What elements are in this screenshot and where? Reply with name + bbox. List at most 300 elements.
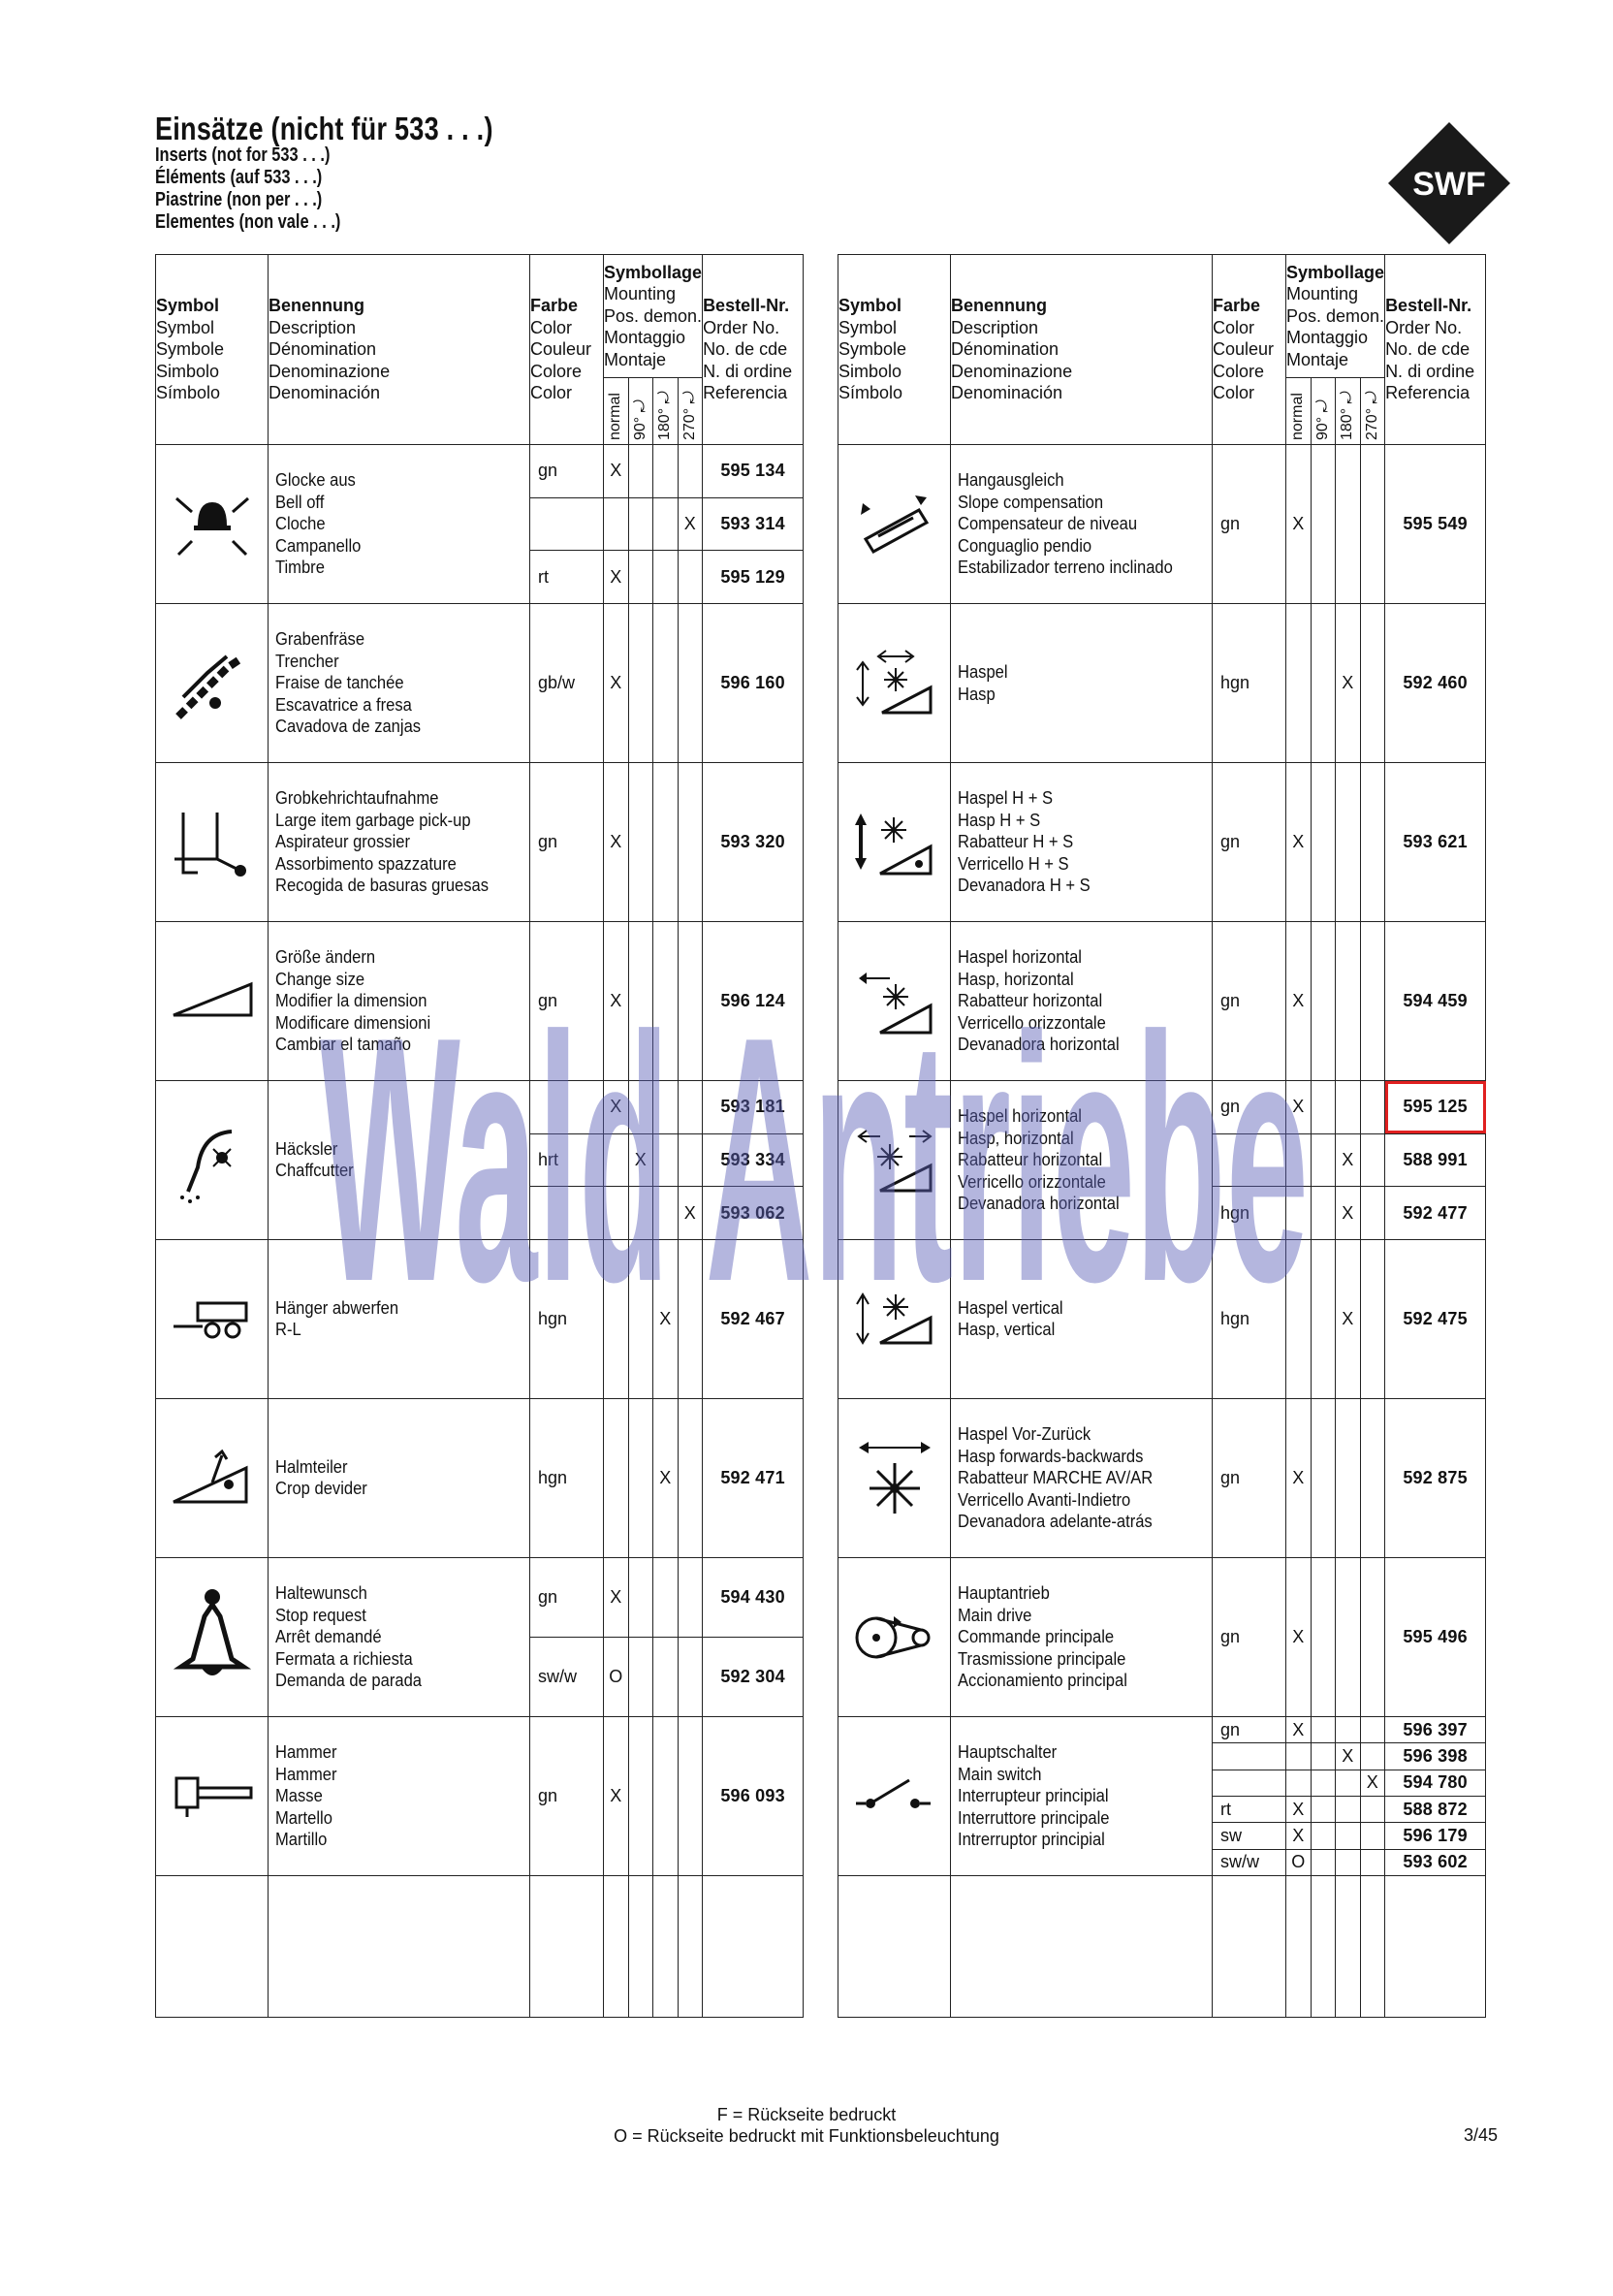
mount-mark: [1311, 1743, 1336, 1770]
header-order: [1385, 255, 1486, 445]
part-row: [156, 921, 804, 1080]
chaffcutter-symbol: [156, 1080, 269, 1239]
part-name-line: Martillo: [275, 1830, 328, 1850]
mount-mark: [653, 497, 679, 551]
part-name: [951, 1081, 1213, 1240]
mount-mark: [628, 445, 653, 498]
order-number[interactable]: 593 181: [703, 1080, 804, 1133]
order-number[interactable]: 596 093: [703, 1716, 804, 1875]
mount-mark: [678, 445, 703, 498]
part-name-line: Hänger abwerfen: [275, 1297, 399, 1318]
mount-mark: [678, 1239, 703, 1398]
part-name-line: Modificare dimensioni: [275, 1012, 431, 1033]
title-es: Elementes (non vale . . .): [155, 211, 341, 233]
empty-cell: [604, 1875, 629, 2017]
part-name-line: Verricello H + S: [958, 853, 1069, 874]
empty-cell: [1385, 1875, 1486, 2017]
order-number[interactable]: 595 125: [1385, 1081, 1486, 1134]
header-mounting-line: Montaje: [604, 349, 667, 369]
header-name-line: Description: [951, 317, 1039, 337]
header-mounting: [604, 255, 703, 378]
mount-mark: [1336, 1823, 1361, 1849]
mount-mark: [604, 1187, 629, 1240]
title-fr: Éléments (auf 533 . . .): [155, 167, 323, 188]
header-color-line: Color: [530, 317, 573, 337]
part-name-line: Aspirateur grossier: [275, 832, 410, 852]
order-number[interactable]: 593 314: [703, 497, 804, 551]
order-number[interactable]: 596 398: [1385, 1743, 1486, 1770]
part-name: [951, 1239, 1213, 1398]
part-name-line: Fraise de tanchée: [275, 673, 404, 693]
order-number[interactable]: 592 467: [703, 1239, 804, 1398]
part-name: [269, 1239, 530, 1398]
mount-mark: [1360, 1743, 1385, 1770]
trencher-symbol: [156, 603, 269, 762]
crop-divider-symbol: [156, 1398, 269, 1557]
mount-mark: [1311, 1823, 1336, 1849]
mount-mark: [1311, 1796, 1336, 1822]
mount-mark: [628, 1716, 653, 1875]
mount-mark: [1311, 1849, 1336, 1875]
mount-mark: [653, 445, 679, 498]
header-symbol-line: Symbole: [838, 339, 907, 360]
part-name: [269, 1080, 530, 1239]
part-name-line: Devanadora H + S: [958, 876, 1091, 896]
part-name-line: Commande principale: [958, 1627, 1115, 1647]
page-number: 3/45: [1464, 2125, 1499, 2145]
mount-mark: [1336, 1796, 1361, 1822]
mount-mark: [1311, 604, 1336, 763]
part-name-line: Chaffcutter: [275, 1161, 354, 1181]
part-name: [951, 922, 1213, 1081]
mount-mark: X: [604, 1557, 629, 1637]
mount-mark: X: [1286, 1081, 1312, 1134]
header-position-0: [1286, 378, 1312, 445]
mount-mark: [678, 762, 703, 921]
part-name: [269, 1557, 530, 1716]
svg-text:Wald Antriebe: Wald Antriebe: [320, 965, 1309, 1355]
empty-cell: [1286, 1875, 1312, 2017]
part-name: [951, 445, 1213, 604]
reel-symbol: [838, 604, 951, 763]
mount-mark: X: [1336, 1133, 1361, 1187]
header-order: [703, 255, 804, 445]
order-number[interactable]: 596 179: [1385, 1823, 1486, 1849]
header-mounting: [1286, 255, 1385, 378]
part-name-line: Demanda de parada: [275, 1671, 422, 1691]
part-row: [156, 445, 804, 498]
part-name: [269, 921, 530, 1080]
mount-mark: [678, 921, 703, 1080]
empty-cell: [1336, 1875, 1361, 2017]
title-it: Piastrine (non per . . .): [155, 189, 323, 210]
order-number[interactable]: 592 875: [1385, 1398, 1486, 1557]
part-name-line: Hangausgleich: [958, 470, 1064, 491]
color-code: hgn: [1213, 1187, 1286, 1240]
position-label: normal: [607, 393, 624, 440]
mount-mark: [653, 762, 679, 921]
color-code: gn: [1213, 1398, 1286, 1557]
header-order-line: Referencia: [1385, 383, 1471, 403]
mount-mark: [1286, 1239, 1312, 1398]
order-number[interactable]: 596 124: [703, 921, 804, 1080]
mount-mark: [604, 1133, 629, 1187]
mount-mark: [1360, 1187, 1385, 1240]
header-mounting-line: Montaje: [1286, 349, 1349, 369]
part-row: [838, 922, 1486, 1081]
mount-mark: X: [604, 551, 629, 604]
position-label: 180° ⤾: [1339, 391, 1356, 440]
order-number[interactable]: 592 460: [1385, 604, 1486, 763]
mount-mark: [653, 1637, 679, 1716]
order-number[interactable]: 592 304: [703, 1637, 804, 1716]
header-name-line: Denominación: [951, 383, 1063, 403]
part-name: [951, 1716, 1213, 1875]
mount-mark: X: [1336, 1239, 1361, 1398]
color-code: gn: [530, 1716, 604, 1875]
order-number[interactable]: 596 160: [703, 603, 804, 762]
header-position-2: [653, 378, 679, 445]
order-number[interactable]: 595 549: [1385, 445, 1486, 604]
mount-mark: [653, 1716, 679, 1875]
order-number[interactable]: 593 062: [703, 1187, 804, 1240]
part-name-line: Cavadova de zanjas: [275, 717, 422, 737]
color-code: gn: [1213, 1081, 1286, 1134]
part-name-line: Haspel: [958, 662, 1008, 682]
mount-mark: [1360, 1557, 1385, 1716]
part-row: [838, 1081, 1486, 1134]
part-name-line: Verricello orizzontale: [958, 1012, 1106, 1033]
main-drive-symbol: [838, 1557, 951, 1716]
color-code: hgn: [1213, 604, 1286, 763]
part-name-line: Recogida de basuras gruesas: [275, 876, 490, 896]
mount-mark: [628, 1080, 653, 1133]
part-name-line: Rabatteur horizontal: [958, 1150, 1103, 1170]
title-de: Einsätze (nicht für 533 . . .): [155, 111, 493, 146]
header-order-line: No. de cde: [1385, 339, 1471, 360]
mount-mark: [604, 497, 629, 551]
part-name-line: Hasp H + S: [958, 810, 1041, 830]
part-name-line: Devanadora adelante-atrás: [958, 1512, 1153, 1532]
mount-mark: [653, 1080, 679, 1133]
mount-mark: X: [1286, 1796, 1312, 1822]
mount-mark: [1336, 1716, 1361, 1742]
color-code: gn: [530, 1557, 604, 1637]
empty-row: [156, 1875, 804, 2017]
order-number[interactable]: 588 991: [1385, 1133, 1486, 1187]
header-order-line: N. di ordine: [703, 361, 793, 381]
title-en: Inserts (not for 533 . . .): [155, 144, 331, 166]
header-mounting-line: Montaggio: [604, 328, 686, 348]
mount-mark: [1311, 1239, 1336, 1398]
mount-mark: [678, 1557, 703, 1637]
mount-mark: [653, 1557, 679, 1637]
mount-mark: [1311, 922, 1336, 1081]
order-number[interactable]: 595 134: [703, 445, 804, 498]
part-name-line: Main switch: [958, 1764, 1042, 1784]
header-color: [530, 255, 604, 445]
order-number[interactable]: 594 430: [703, 1557, 804, 1637]
mount-mark: X: [1286, 1557, 1312, 1716]
part-name-line: Large item garbage pick-up: [275, 810, 471, 830]
order-number[interactable]: 593 334: [703, 1133, 804, 1187]
position-label: 270° ⤾: [1363, 391, 1380, 440]
part-row: [156, 1557, 804, 1637]
mount-mark: [1360, 1239, 1385, 1398]
part-row: [838, 763, 1486, 922]
color-code: gn: [1213, 445, 1286, 604]
part-name-line: Verricello Avanti-Indietro: [958, 1489, 1131, 1510]
header-name-line: Description: [269, 317, 357, 337]
mount-mark: [653, 551, 679, 604]
mount-mark: X: [604, 603, 629, 762]
mount-mark: [1311, 1133, 1336, 1187]
color-code: gb/w: [530, 603, 604, 762]
mount-mark: [1311, 1187, 1336, 1240]
part-name-line: Rabatteur MARCHE AV/AR: [958, 1468, 1154, 1488]
header-order-line: Order No.: [703, 317, 780, 337]
color-code: rt: [530, 551, 604, 604]
part-name-line: Modifier la dimension: [275, 991, 427, 1011]
mount-mark: [1286, 604, 1312, 763]
header-name-line: Dénomination: [951, 339, 1060, 360]
header-order-line: N. di ordine: [1385, 361, 1475, 381]
mount-mark: X: [604, 445, 629, 498]
part-name-line: Fermata a richiesta: [275, 1648, 413, 1669]
header-color: [1213, 255, 1286, 445]
header-symbol-line: Simbolo: [838, 361, 902, 381]
legend-f: F = Rückseite bedruckt: [716, 2105, 897, 2124]
mount-mark: [628, 551, 653, 604]
mount-mark: [678, 1133, 703, 1187]
mount-mark: [1336, 1849, 1361, 1875]
header-color-line: Couleur: [1213, 339, 1275, 360]
color-code: hgn: [530, 1239, 604, 1398]
mount-mark: [1336, 1081, 1361, 1134]
part-row: [156, 1398, 804, 1557]
mount-mark: O: [604, 1637, 629, 1716]
part-name-line: Häcksler: [275, 1138, 338, 1159]
order-number[interactable]: 594 780: [1385, 1770, 1486, 1796]
header-symbol: [156, 255, 269, 445]
color-code: gn: [1213, 1557, 1286, 1716]
mount-mark: [653, 1133, 679, 1187]
part-name-line: Stop request: [275, 1605, 366, 1625]
empty-cell: [628, 1875, 653, 2017]
part-name-line: Slope compensation: [958, 492, 1104, 512]
part-name-line: Trencher: [275, 651, 339, 671]
part-name-line: Accionamiento principal: [958, 1671, 1127, 1691]
order-number[interactable]: 594 459: [1385, 922, 1486, 1081]
mount-mark: [1360, 1081, 1385, 1134]
part-row: [156, 762, 804, 921]
mount-mark: [628, 1187, 653, 1240]
part-name-line: Glocke aus: [275, 470, 356, 491]
mount-mark: X: [1286, 1716, 1312, 1742]
header-name-line: Denominazione: [269, 361, 391, 381]
mount-mark: [628, 1398, 653, 1557]
part-name-line: Hasp, vertical: [958, 1320, 1056, 1340]
mount-mark: [1360, 1133, 1385, 1187]
mount-mark: [1360, 1716, 1385, 1742]
part-name: [269, 762, 530, 921]
mount-mark: X: [678, 1187, 703, 1240]
header-name-line: Denominazione: [951, 361, 1073, 381]
part-row: [838, 445, 1486, 604]
footer-legend: [0, 2104, 1613, 2147]
order-number[interactable]: 593 320: [703, 762, 804, 921]
reel-horizontal-2-symbol: [838, 1081, 951, 1240]
color-code: gn: [530, 762, 604, 921]
mount-mark: [1360, 604, 1385, 763]
mount-mark: [628, 762, 653, 921]
mount-mark: [1286, 1187, 1312, 1240]
mount-mark: [628, 1637, 653, 1716]
part-name-line: Conguaglio pendio: [958, 535, 1092, 556]
part-name: [269, 1398, 530, 1557]
part-name: [951, 763, 1213, 922]
mount-mark: [678, 1716, 703, 1875]
stop-request-symbol: [156, 1557, 269, 1716]
part-name-line: Hasp, horizontal: [958, 1128, 1074, 1148]
part-name-line: Devanadora horizontal: [958, 1035, 1120, 1055]
color-code: gn: [1213, 922, 1286, 1081]
part-name-line: Haspel Vor-Zurück: [958, 1424, 1091, 1445]
header-mounting-line: Pos. demon.: [1286, 305, 1385, 326]
part-name: [269, 445, 530, 604]
order-number[interactable]: 593 602: [1385, 1849, 1486, 1875]
part-name-line: Estabilizador terreno inclinado: [958, 558, 1173, 578]
empty-cell: [269, 1875, 530, 2017]
part-row: [838, 1239, 1486, 1398]
color-code: hgn: [530, 1398, 604, 1557]
color-code: sw/w: [1213, 1849, 1286, 1875]
page-title: [155, 112, 567, 234]
header-name-line: Benennung: [269, 296, 364, 316]
part-name-line: Masse: [275, 1786, 323, 1806]
order-number[interactable]: 593 621: [1385, 763, 1486, 922]
mount-mark: X: [1336, 1187, 1361, 1240]
part-name-line: Bell off: [275, 492, 325, 512]
part-name-line: Interruttore principale: [958, 1807, 1110, 1828]
part-name: [951, 1557, 1213, 1716]
change-size-symbol: [156, 921, 269, 1080]
header-name-line: Denominación: [269, 383, 381, 403]
mount-mark: X: [628, 1133, 653, 1187]
mount-mark: [1286, 1133, 1312, 1187]
mount-mark: [1311, 1716, 1336, 1742]
part-name-line: Halmteiler: [275, 1456, 348, 1477]
swf-logo: [1386, 120, 1512, 246]
color-code: hrt: [530, 1133, 604, 1187]
header-symbol-line: Symbol: [156, 296, 220, 316]
order-number[interactable]: 592 471: [703, 1398, 804, 1557]
mount-mark: [628, 603, 653, 762]
logo-text: SWF: [1412, 166, 1486, 203]
mount-mark: [604, 1398, 629, 1557]
mount-mark: X: [604, 921, 629, 1080]
mount-mark: [678, 551, 703, 604]
header-symbol-line: Símbolo: [156, 383, 221, 403]
header-color-line: Farbe: [1213, 296, 1261, 316]
header-symbol-line: Symbol: [156, 317, 215, 337]
hammer-symbol: [156, 1716, 269, 1875]
main-switch-symbol: [838, 1716, 951, 1875]
header-position-3: [1360, 378, 1385, 445]
color-code: gn: [1213, 763, 1286, 922]
mount-mark: [653, 1187, 679, 1240]
order-number[interactable]: 592 477: [1385, 1187, 1486, 1240]
mount-mark: X: [653, 1239, 679, 1398]
part-name-line: Hasp, horizontal: [958, 969, 1074, 989]
mount-mark: [1311, 1770, 1336, 1796]
part-name-line: Hasp: [958, 684, 996, 704]
color-code: [530, 497, 604, 551]
empty-cell: [156, 1875, 269, 2017]
header-color-line: Color: [1213, 383, 1255, 403]
part-name-line: Cloche: [275, 514, 326, 534]
mount-mark: [1360, 763, 1385, 922]
header-position-1: [1311, 378, 1336, 445]
order-number[interactable]: 595 496: [1385, 1557, 1486, 1716]
header-symbol-line: Simbolo: [156, 361, 220, 381]
part-name-line: R-L: [275, 1320, 301, 1340]
header-order-line: No. de cde: [703, 339, 788, 360]
empty-cell: [838, 1875, 951, 2017]
part-name-line: Haspel H + S: [958, 788, 1054, 809]
mount-mark: X: [1336, 604, 1361, 763]
order-number[interactable]: 596 397: [1385, 1716, 1486, 1742]
order-number[interactable]: 588 872: [1385, 1796, 1486, 1822]
header-name: [951, 255, 1213, 445]
color-code: gn: [530, 445, 604, 498]
reel-fwd-back-symbol: [838, 1398, 951, 1557]
mount-mark: X: [1286, 445, 1312, 604]
part-name-line: Hauptschalter: [958, 1742, 1058, 1763]
mount-mark: [678, 1080, 703, 1133]
part-name-line: Haspel horizontal: [958, 1106, 1082, 1127]
color-code: sw: [1213, 1823, 1286, 1849]
mount-mark: [678, 1398, 703, 1557]
color-code: gn: [530, 921, 604, 1080]
part-name-line: Grabenfräse: [275, 629, 365, 650]
mount-mark: [1286, 1743, 1312, 1770]
part-name: [269, 603, 530, 762]
color-code: sw/w: [530, 1637, 604, 1716]
part-row: [838, 604, 1486, 763]
mount-mark: [1336, 922, 1361, 1081]
mount-mark: [1311, 445, 1336, 604]
header-name-line: Dénomination: [269, 339, 377, 360]
part-row: [838, 1398, 1486, 1557]
mount-mark: X: [604, 1080, 629, 1133]
order-number[interactable]: 592 475: [1385, 1239, 1486, 1398]
position-label: 270° ⤾: [680, 391, 698, 440]
order-number[interactable]: 595 129: [703, 551, 804, 604]
header-color-line: Color: [1213, 317, 1255, 337]
header-symbol-line: Symbol: [838, 317, 898, 337]
mount-mark: [1360, 1398, 1385, 1557]
part-name-line: Change size: [275, 969, 365, 989]
mount-mark: [1336, 445, 1361, 604]
part-name-line: Interrupteur principial: [958, 1786, 1109, 1806]
empty-cell: [1213, 1875, 1286, 2017]
part-name-line: Hammer: [275, 1742, 337, 1763]
empty-cell: [653, 1875, 679, 2017]
mount-mark: X: [604, 762, 629, 921]
empty-row: [838, 1875, 1486, 2017]
header-color-line: Farbe: [530, 296, 579, 316]
